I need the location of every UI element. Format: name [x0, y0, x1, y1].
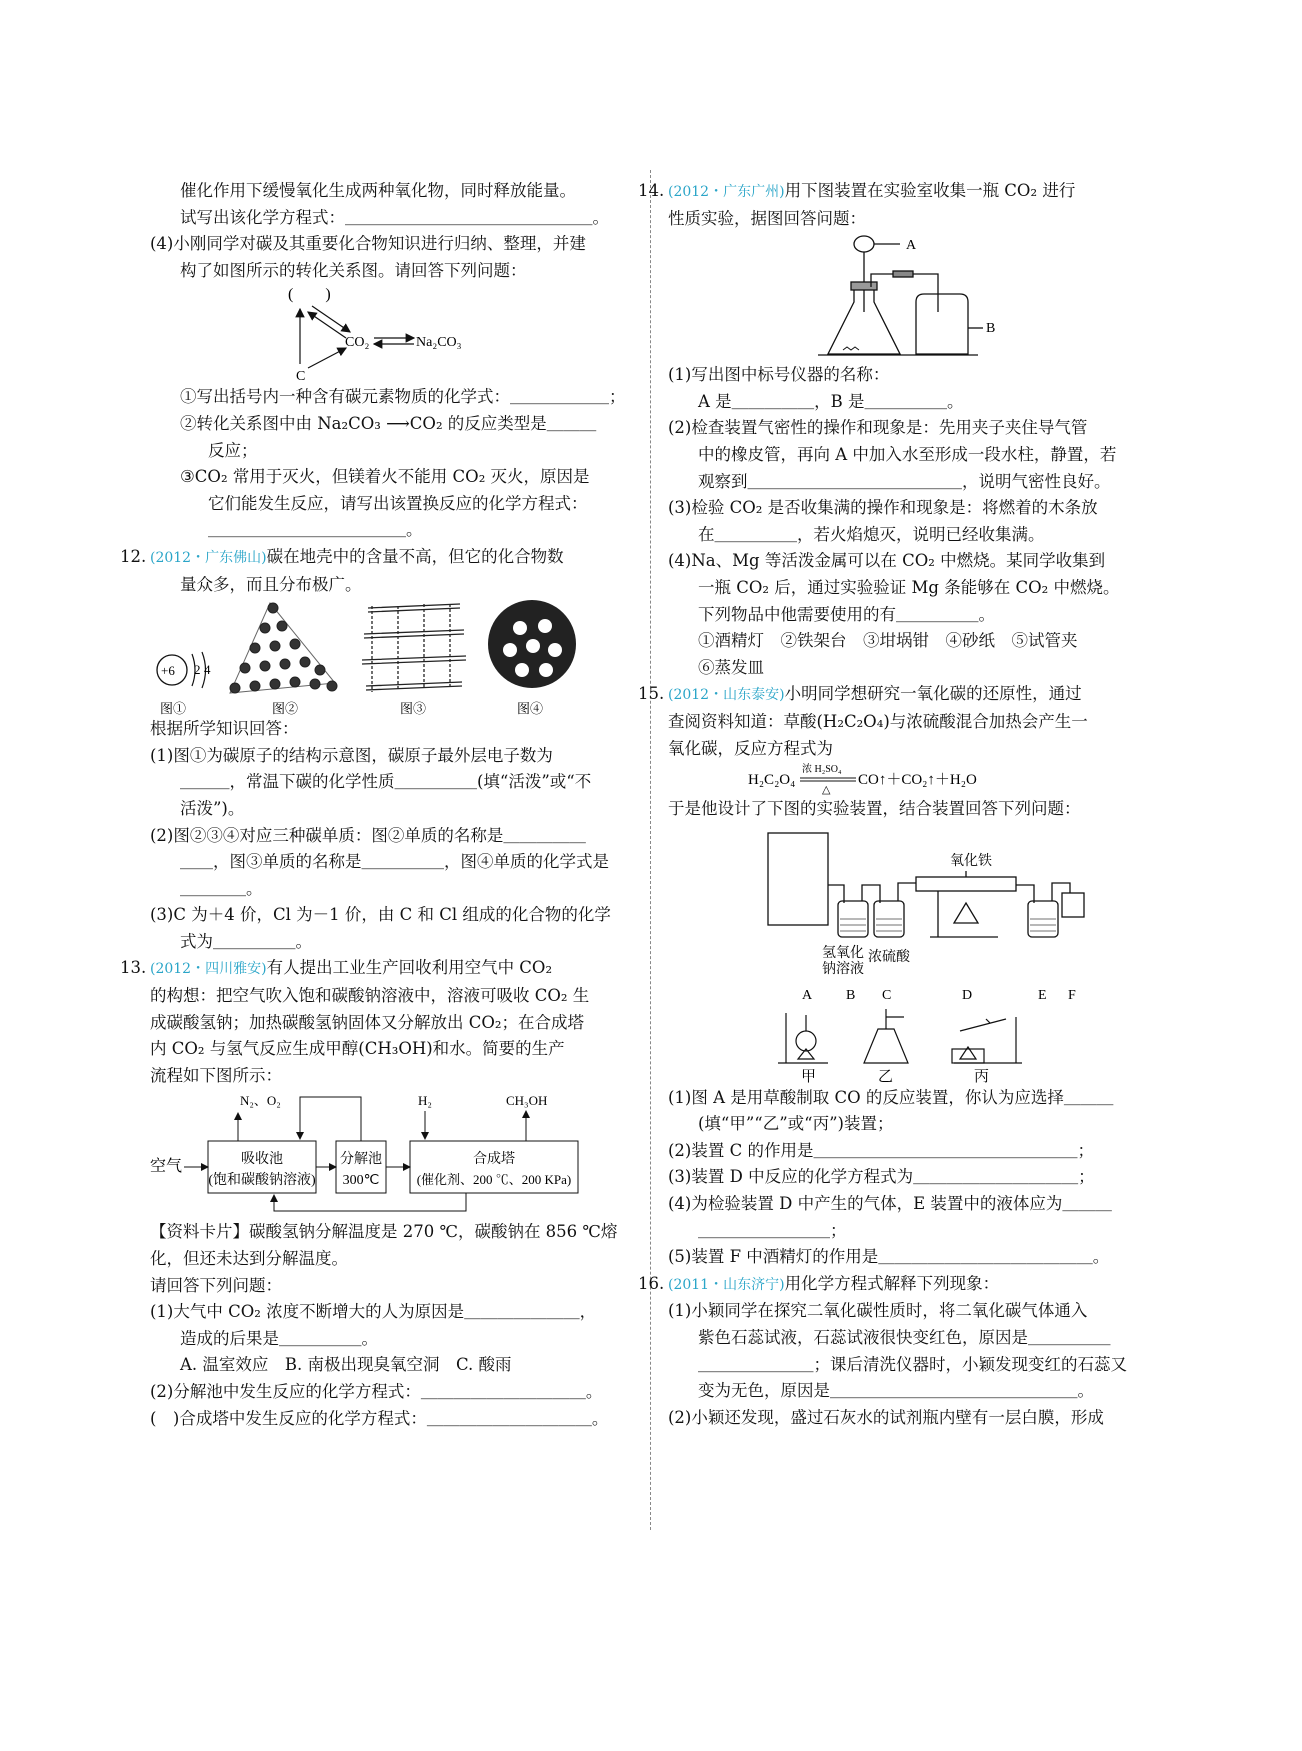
q12-intro: 根据所学知识回答： [150, 719, 299, 739]
q13-card: 【资料卡片】碳酸氢钠分解温度是 270 ℃，碳酸钠在 856 ℃熔 [150, 1222, 618, 1242]
q12-2: ＿＿，图③单质的名称是＿＿＿＿＿，图④单质的化学式是 [180, 852, 609, 872]
letter-f: F [1068, 987, 1076, 1003]
question-source: (2012・山东泰安) [668, 687, 785, 704]
flow-h2: H₂ [418, 1093, 432, 1109]
decompose-tank-temp: 300℃ [342, 1173, 380, 1189]
q11-4-line: (4)小刚同学对碳及其重要化合物知识进行归纳、整理，并建 [150, 234, 586, 254]
burner-f [1062, 893, 1084, 917]
label-a: A [906, 238, 917, 254]
eq-reactant: H₂C₂O₄ [748, 772, 796, 789]
q13-text: 有人提出工业生产回收利用空气中 CO₂ [266, 958, 553, 978]
letter-a: A [802, 987, 813, 1003]
production-flow-diagram [150, 1089, 645, 1219]
q16-1: (1)小颖同学在探究二氧化碳性质时，将二氧化碳气体通入 [668, 1301, 1088, 1321]
reaction-equation [668, 762, 1158, 796]
atom-shell1-count: 2 [194, 662, 201, 678]
letter-e: E [1038, 987, 1047, 1003]
q12-text: 量众多，而且分布极广。 [180, 574, 362, 594]
fig-label-1: 图① [160, 701, 187, 717]
atom-shell2-count: 4 [204, 662, 211, 678]
label-naoh-2: 钠溶液 [822, 961, 864, 977]
fig-label-4: 图④ [517, 701, 544, 717]
q14-4: 下列物品中他需要使用的有＿＿＿＿＿。 [698, 604, 995, 624]
q15-2: (2)装置 C 的作用是＿＿＿＿＿＿＿＿＿＿＿＿＿＿＿＿； [668, 1140, 1094, 1160]
left-column [120, 178, 645, 1432]
co2-collection-apparatus [668, 232, 1158, 362]
q11-4-text: 构了如图所示的转化关系图。请回答下列问题： [180, 260, 527, 280]
q12-text: 碳在地壳中的含量不高，但它的化合物数 [266, 546, 564, 566]
carbon-conversion-diagram [150, 284, 645, 384]
q12-1: ＿＿＿，常温下碳的化学性质＿＿＿＿＿(填“活泼”或“不 [180, 772, 592, 792]
q13-ask: 请回答下列问题： [150, 1275, 282, 1295]
q15-3: (3)装置 D 中反应的化学方程式为＿＿＿＿＿＿＿＿＿＿； [668, 1167, 1095, 1187]
q13-text: 内 CO₂ 与氢气反应生成甲醇(CH₃OH)和水。简要的生产 [150, 1039, 565, 1059]
q15-text: 于是他设计了下图的实验装置，结合装置回答下列问题： [668, 799, 1081, 819]
label-jia: 甲 [801, 1068, 817, 1085]
q16-1: ＿＿＿＿＿＿＿；课后清洗仪器时，小颖发现变红的石蕊又 [698, 1354, 1127, 1374]
flow-arrow-return-1 [300, 1097, 361, 1141]
q12-2: (2)图②③④对应三种碳单质：图②单质的名称是＿＿＿＿＿ [150, 825, 586, 845]
fig-label-3: 图③ [400, 701, 427, 717]
absorption-tank-sub: (饱和碳酸钠溶液) [208, 1173, 316, 1189]
diagram-c: C [296, 369, 306, 385]
question-source: (2012・广东佛山) [150, 549, 267, 566]
letter-c: C [882, 987, 892, 1003]
q15-text: 小明同学想研究一氧化碳的还原性，通过 [784, 684, 1082, 704]
q11-text: 催化作用下缓慢氧化生成两种氧化物，同时释放能量。 [180, 181, 576, 200]
q11-4-3: 它们能发生反应，请写出该置换反应的化学方程式： [208, 493, 588, 513]
apparatus-bing [952, 1017, 1022, 1063]
arrow-c-to-co2 [308, 348, 346, 368]
question-source: (2011・山东济宁) [668, 1276, 785, 1293]
flow-ch3oh: CH₃OH [506, 1093, 548, 1109]
q13-3: ( )合成塔中发生反应的化学方程式：＿＿＿＿＿＿＿＿＿＿。 [150, 1408, 609, 1428]
q13-card: 化，但还未达到分解温度。 [150, 1249, 348, 1269]
q13-text: 的构想：把空气吹入饱和碳酸钠溶液中，溶液可吸收 CO₂ 生 [150, 986, 590, 1006]
question-source: (2012・四川雅安) [150, 961, 267, 978]
eq-condition-top: 浓 H₂SO₄ [802, 764, 842, 776]
q14-3: 在＿＿＿＿＿，若火焰熄灭，说明已经收集满。 [698, 524, 1045, 544]
q11-4-3: ＿＿＿＿＿＿＿＿＿＿＿＿。 [208, 520, 423, 540]
q15-1: (填“甲”“乙”或“丙”)装置； [698, 1114, 894, 1134]
q15-text: 查阅资料知道：草酸(H₂C₂O₄)与浓硫酸混合加热会产生一 [668, 711, 1088, 731]
q14-4: (4)Na、Mg 等活泼金属可以在 CO₂ 中燃烧。某同学收集到 [668, 551, 1106, 571]
letter-b: B [846, 987, 856, 1003]
q15-4: ＿＿＿＿＿＿＿＿； [698, 1220, 847, 1240]
funnel-a [854, 236, 874, 252]
q12-2: ＿＿＿＿。 [180, 878, 263, 898]
question-number: 16. [638, 1273, 665, 1293]
flow-air: 空气 [150, 1158, 183, 1176]
apparatus-jia [778, 1013, 828, 1063]
letter-d: D [962, 987, 973, 1003]
q12-3: (3)C 为＋4 价，Cl 为－1 价，由 C 和 Cl 组成的化合物的化学 [150, 905, 611, 925]
eq-condition-bottom: △ [822, 784, 831, 797]
apparatus-a-box [768, 833, 828, 925]
q12-3: 式为＿＿＿＿＿。 [180, 931, 312, 951]
apparatus-yi [864, 1009, 908, 1063]
q14-4-options: ⑥蒸发皿 [698, 657, 764, 677]
q16-1: 变为无色，原因是＿＿＿＿＿＿＿＿＿＿＿＿＿＿＿。 [698, 1381, 1094, 1401]
question-number: 14. [638, 181, 665, 200]
q14-1: A 是＿＿＿＿＿，B 是＿＿＿＿＿。 [698, 391, 964, 411]
diagram-co2: CO₂ [345, 335, 370, 351]
c60-structure-image [488, 600, 576, 688]
question-number: 15. [638, 684, 665, 704]
q15-4: (4)为检验装置 D 中产生的气体，E 装置中的液体应为＿＿＿ [668, 1194, 1112, 1214]
q14-2: 观察到＿＿＿＿＿＿＿＿＿＿＿＿＿，说明气密性良好。 [698, 471, 1111, 491]
q14-text: 用下图装置在实验室收集一瓶 CO₂ 进行 [784, 181, 1076, 200]
q16-text: 用化学方程式解释下列现象： [784, 1273, 1000, 1293]
q13-1: (1)大气中 CO₂ 浓度不断增大的人为原因是＿＿＿＿＿＿＿， [150, 1302, 597, 1322]
question-source: (2012・广东广州) [668, 184, 785, 200]
decompose-tank-label: 分解池 [340, 1152, 382, 1168]
label-yi: 乙 [878, 1068, 894, 1085]
label-h2so4: 浓硫酸 [868, 949, 910, 965]
q14-1: (1)写出图中标号仪器的名称： [668, 365, 890, 385]
eq-products: CO↑＋CO₂↑＋H₂O [858, 772, 977, 789]
absorption-tank-label: 吸收池 [241, 1152, 283, 1168]
synthesis-tower-conditions: (催化剂、200 ℃、200 KPa) [416, 1172, 572, 1188]
graphite-structure-image [362, 604, 466, 692]
q15-text: 氧化碳，反应方程式为 [668, 738, 833, 758]
carbon-structures-figure [150, 598, 645, 716]
fig-label-2: 图② [272, 701, 299, 717]
q12-1: (1)图①为碳原子的结构示意图，碳原子最外层电子数为 [150, 745, 553, 765]
q13-header [120, 955, 645, 983]
atom-nucleus-charge: +6 [161, 663, 175, 679]
q13-text: 成碳酸氢钠；加热碳酸氢钠固体又分解放出 CO₂；在合成塔 [150, 1012, 585, 1032]
flow-arrow-return-2 [274, 1193, 466, 1211]
q13-text: 流程如下图所示： [150, 1065, 282, 1085]
q14-3: (3)检验 CO₂ 是否收集满的操作和现象是：将燃着的木条放 [668, 498, 1098, 518]
q13-1-options: A. 温室效应 B. 南极出现臭氧空洞 C. 酸雨 [180, 1355, 512, 1375]
label-fe2o3: 氧化铁 [950, 853, 992, 869]
q14-4-options: ①酒精灯 ②铁架台 ③坩埚钳 ④砂纸 ⑤试管夹 [698, 631, 1078, 651]
q11-4-text [150, 231, 645, 258]
label-bing: 丙 [974, 1068, 990, 1085]
synthesis-tower-label: 合成塔 [473, 1152, 515, 1168]
q14-2: 中的橡皮管，再向 A 中加入水至形成一段水柱，静置，若 [698, 444, 1117, 464]
right-column [638, 178, 1158, 1431]
q14-2: (2)检查装置气密性的操作和现象是：先用夹子夹住导气管 [668, 418, 1088, 438]
q12-1: 活泼”)。 [180, 798, 245, 818]
burner-d [954, 903, 978, 923]
q11-4-2: 反应； [208, 440, 258, 460]
diamond-structure-image [230, 603, 337, 693]
q11-4-3: ③CO₂ 常用于灭火，但镁着火不能用 CO₂ 灭火，原因是 [180, 467, 590, 487]
flow-n2o2: N₂、O₂ [240, 1093, 281, 1109]
q15-5: (5)装置 F 中酒精灯的作用是＿＿＿＿＿＿＿＿＿＿＿＿＿。 [668, 1247, 1110, 1267]
gas-jar-b [916, 294, 968, 354]
q12-header [120, 544, 645, 572]
label-naoh-1: 氢氧化 [822, 945, 864, 961]
q15-header [638, 681, 1158, 709]
tube-d [916, 877, 1016, 891]
q11-text: 试写出该化学方程式：＿＿＿＿＿＿＿＿＿＿＿＿＿＿＿。 [180, 207, 609, 227]
q11-4-2: ②转化关系图中由 Na₂CO₃ ⟶CO₂ 的反应类型是＿＿＿ [180, 413, 597, 433]
question-number: 12. [120, 546, 147, 566]
q13-1: 造成的后果是＿＿＿＿＿。 [180, 1328, 378, 1348]
label-b: B [986, 321, 996, 337]
q11-4-1: ①写出括号内一种含有碳元素物质的化学式：＿＿＿＿＿＿； [180, 387, 626, 407]
q15-1: (1)图 A 是用草酸制取 CO 的反应装置，你认为应选择＿＿＿ [668, 1087, 1114, 1107]
co-reduction-apparatus [668, 823, 1158, 1085]
diagram-na2co3: Na₂CO₃ [416, 335, 462, 351]
diagram-paren: ( ) [288, 286, 331, 304]
question-number: 13. [120, 958, 147, 978]
q13-2: (2)分解池中发生反应的化学方程式：＿＿＿＿＿＿＿＿＿＿。 [150, 1382, 603, 1401]
q16-2: (2)小颖还发现，盛过石灰水的试剂瓶内壁有一层白膜，形成 [668, 1407, 1104, 1427]
q16-1: 紫色石蕊试液，石蕊试液很快变红色，原因是＿＿＿＿＿ [698, 1328, 1111, 1348]
q14-header [638, 178, 1158, 206]
q14-text: 性质实验，据图回答问题： [668, 208, 866, 228]
column-divider [650, 170, 651, 1530]
q16-header [638, 1271, 1158, 1299]
q14-4: 一瓶 CO₂ 后，通过实验验证 Mg 条能够在 CO₂ 中燃烧。 [698, 577, 1120, 597]
